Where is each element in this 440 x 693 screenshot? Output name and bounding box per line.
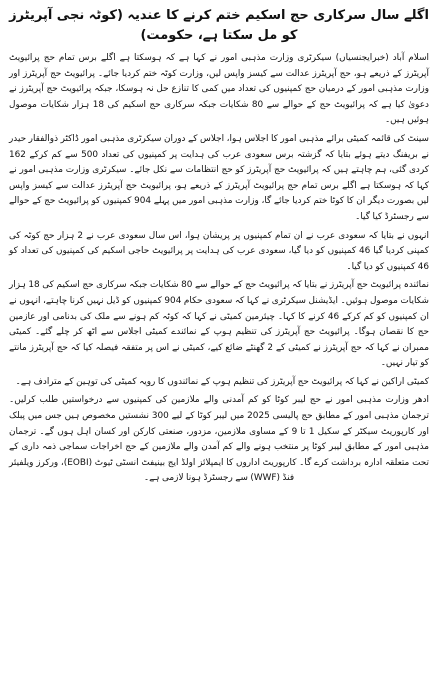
article-body [9,51,429,487]
article-paragraph: سینٹ کی قائمہ کمیٹی برائے مذہبی امور کا اجلاس ہوا، اجلاس کے دوران سیکرٹری مذہبی امور ڈاکٹر ذوالفقار حیدر نے بریفنگ دیتے ہوئے بتایا کہ گزشتہ برس سعودی عرب کی ہدایت پر کمپنیوں کی تعداد 500 سے کم کرکے 162 کردی گئی، ہم چاہتے ہیں کہ پرائیویٹ حج آپریٹرز کو حج انتظامات سے نکل جائے۔ سیکرٹری وزارت مذہبی امور نے کہا کہ ہوسکتا ہے اگلے برس تمام حج پرائیویٹ آپریٹرز کے ذریعے ہو، پرائیویٹ حج آپریٹرز عدالت سے کیسز واپس لیں بصورت دیگر ان کا کوٹا ختم کردیا جائے گا، وزارت مذہبی امور میں پہلے 904 کمپنیوں کو پرائیویٹ حج کے حوالے سے رجسٹرڈ کیا گیا۔ [9,133,430,222]
article-paragraph: کمیٹی اراکین نے کہا کہ پرائیویٹ حج آپریٹرز کی تنظیم ہوپ کے نمائندوں کا رویہ کمیٹی کی توہین کے مترادف ہے۔ [15,376,429,387]
article-paragraph: انہوں نے بتایا کہ سعودی عرب نے ان تمام کمپنیوں پر پریشان ہوا، اس سال سعودی عرب نے 2 ہزار حج کوٹہ کی کمپنی کردیا گیا 46 کمپنیوں کو دیا گیا، سعودی عرب کی ہدایت پر پرائیویٹ حاجی اسکیم کی کمپنیوں کی تعداد کو 46 کمپنیوں کو دیا گیا۔ [9,230,429,272]
article-paragraph: اسلام آباد (خبرایجنسیاں) سیکرٹری وزارت مذہبی امور نے کہا ہے کہ ہوسکتا ہے اگلے برس تمام حج پرائیویٹ آپریٹرز کے ذریعے ہو، حج آپریٹرز عدالت سے کیسز واپس لیں، وزارت کوٹہ ختم کردیا جائے۔ پرائیویٹ حج آپریٹرز اور وزارت مذہبی امور کے درمیان حج کمپنیوں کی تعداد میں کمی کا تنازع حل نہ ہوسکا، جبکہ پرائیویٹ حج آپریٹرز نے دعویٰ کیا ہے کہ پرائیویٹ حج کے حوالے سے 80 شکایات جبکہ سرکاری حج اسکیم کی 18 ہزار شکایات موصول ہوئیں ہیں۔ [9,53,430,126]
article-headline: اگلے سال سرکاری حج اسکیم ختم کرنے کا عندیہ (کوٹہ نجی آپریٹرز کو مل سکتا ہے، حکومت) [9,8,429,43]
article-paragraph: ادھر وزارت مذہبی امور نے حج لیبر کوٹا کو کم آمدنی والے ملازمین کی کمپنیوں سے درخواستیں طلب کرلیں۔ ترجمان مذہبی امور کے مطابق حج پالیسی 2025 میں لیبر کوٹا کے لیے 300 نشستیں مخصوص ہیں جس میں پبلک اور کارپوریٹ سیکٹر کے سکیل 1 تا 9 کے مساوی ملازمین، مزدور، صنعتی کارکن اور کسان اہل ہوں گے۔ ترجمان مذہبی امور کے مطابق لیبر کوٹا پر منتخب ہونے والے کم آمدن والے ملازمین کے حج اخراجات سماجی ذمہ داری کے تحت متعلقہ ادارہ برداشت کرے گا۔ کارپوریٹ اداروں کا ایمپلائز اولڈ ایج بینیفٹ انسٹی ٹیوٹ (EOBI)، ورکرز ویلفیئر فنڈ (WWF) سے رجسٹرڈ ہونا لازمی ہے۔ [9,395,430,484]
article-paragraph: نمائندہ پرائیویٹ حج آپریٹرز نے بتایا کہ پرائیویٹ حج کے حوالے سے 80 شکایات جبکہ سرکاری حج اسکیم کی 18 ہزار شکایات موصول ہوئیں۔ ایڈیشنل سیکرٹری نے کہا کہ سعودی حکام 904 کمپنیوں کو ڈیل نہیں کرنا چاہتے، انہوں نے ان کمپنیوں کو کم کرکے 46 کرنے کا کہا۔ چیئرمین کمیٹی نے کہا کہ کوٹہ کم ہونے سے ملک کی بدنامی اور عازمین حج کا نقصان ہوگا۔ پرائیویٹ حج آپریٹرز کی تنظیم ہوپ کے نمائندے کمیٹی اجلاس سے اٹھ کر چلے گئے۔ کمیٹی ممبران نے کہا کہ حج آپریٹرز نے کمیٹی کے 2 گھنٹے ضائع کیے، کمیٹی نے اس پر متفقہ فیصلہ کیا کہ حج آپریٹرز مانتے کو تیار نہیں۔ [9,280,429,369]
